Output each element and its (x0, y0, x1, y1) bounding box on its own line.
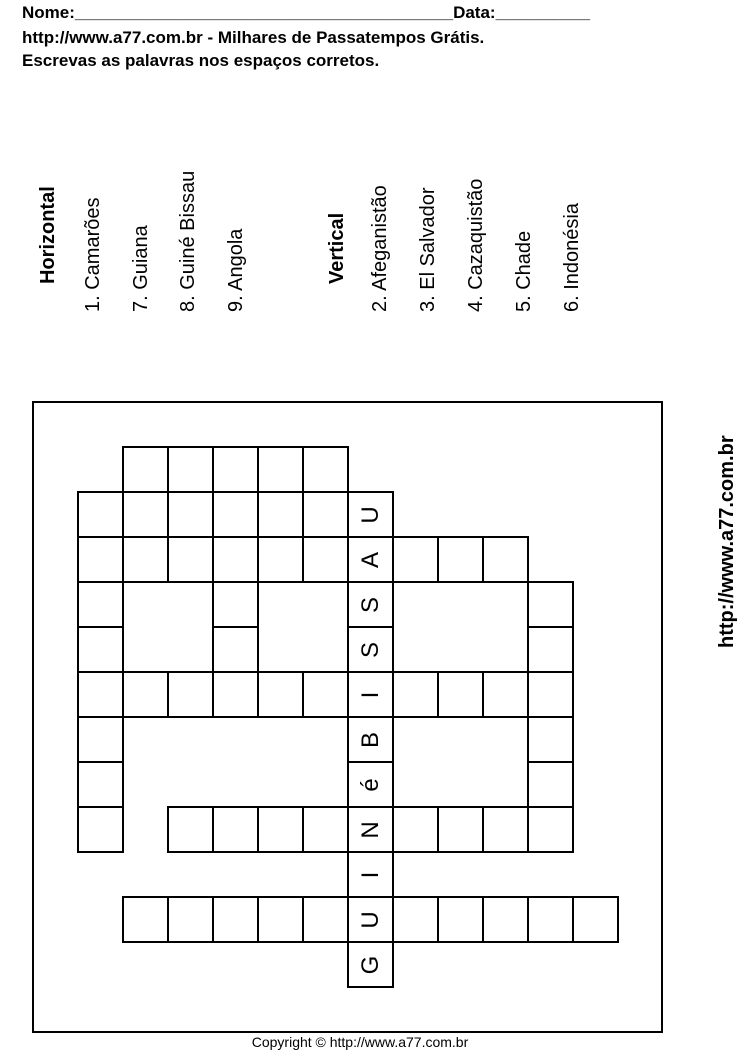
clue-vertical-5: 5. Chade (513, 230, 535, 312)
side-url: http://www.a77.com.br (716, 435, 738, 648)
grid-cell (167, 806, 214, 853)
grid-cell (167, 536, 214, 583)
clue-vertical-4: 4. Cazaquistão (465, 178, 487, 312)
grid-cell (527, 716, 574, 763)
grid-cell (212, 536, 259, 583)
grid-cell (482, 896, 529, 943)
filled-letter-cell (347, 851, 394, 898)
grid-cell (77, 806, 124, 853)
grid-cell (437, 896, 484, 943)
filled-letter-cell (347, 941, 394, 988)
filled-letter-cell (347, 806, 394, 853)
grid-cell (572, 896, 619, 943)
grid-cell (212, 581, 259, 628)
filled-letter-cell (347, 581, 394, 628)
grid-letter: S (356, 596, 384, 613)
grid-cell (527, 626, 574, 673)
grid-cell (77, 716, 124, 763)
grid-cell (482, 671, 529, 718)
vertical-title: Vertical (326, 212, 348, 284)
grid-letter: U (356, 910, 384, 929)
grid-cell (392, 536, 439, 583)
filled-letter-cell (347, 536, 394, 583)
grid-cell (482, 536, 529, 583)
grid-cell (527, 761, 574, 808)
grid-cell (212, 446, 259, 493)
clue-horizontal-8: 8. Guiné Bissau (177, 170, 199, 312)
grid-cell (302, 806, 349, 853)
grid-letter: B (356, 731, 384, 748)
filled-letter-cell (347, 716, 394, 763)
grid-cell (212, 626, 259, 673)
clue-horizontal-7: 7. Guiana (130, 225, 152, 312)
instructions-line: Escrevas as palavras nos espaços corretos. (22, 51, 380, 70)
grid-cell (257, 536, 304, 583)
grid-cell (77, 581, 124, 628)
grid-letter: I (356, 871, 384, 878)
grid-cell (302, 671, 349, 718)
grid-letter: U (356, 505, 384, 524)
grid-cell (527, 671, 574, 718)
grid-cell (77, 761, 124, 808)
grid-cell (77, 536, 124, 583)
filled-letter-cell (347, 896, 394, 943)
clue-horizontal-9: 9. Angola (225, 228, 247, 312)
grid-letter: G (356, 955, 384, 974)
site-url-line: http://www.a77.com.br - Milhares de Passatempos Grátis. (22, 28, 485, 47)
grid-cell (212, 896, 259, 943)
grid-cell (212, 491, 259, 538)
filled-letter-cell (347, 761, 394, 808)
grid-cell (212, 671, 259, 718)
grid-cell (257, 446, 304, 493)
grid-letter: é (356, 777, 384, 792)
grid-letter: I (356, 691, 384, 698)
grid-cell (392, 896, 439, 943)
grid-letter: N (356, 820, 384, 839)
grid-cell (437, 671, 484, 718)
grid-cell (257, 806, 304, 853)
filled-letter-cell (347, 491, 394, 538)
grid-cell (212, 806, 259, 853)
grid-cell (167, 446, 214, 493)
grid-letter: S (356, 641, 384, 658)
grid-cell (437, 806, 484, 853)
clue-horizontal-1: 1. Camarões (82, 197, 104, 312)
grid-cell (527, 581, 574, 628)
grid-cell (122, 536, 169, 583)
grid-cell (77, 671, 124, 718)
grid-cell (122, 671, 169, 718)
grid-cell (527, 806, 574, 853)
copyright: Copyright © http://www.a77.com.br (251, 1034, 469, 1050)
filled-letter-cell (347, 626, 394, 673)
grid-cell (257, 671, 304, 718)
grid-cell (392, 671, 439, 718)
filled-letter-cell (347, 671, 394, 718)
grid-cell (527, 896, 574, 943)
clue-vertical-2: 2. Afeganistão (369, 185, 391, 312)
grid-cell (167, 671, 214, 718)
name-date-line: Nome:________________________________________Data:__________ (22, 3, 591, 22)
grid-cell (302, 536, 349, 583)
grid-cell (437, 536, 484, 583)
grid-cell (392, 806, 439, 853)
horizontal-title: Horizontal (37, 186, 59, 284)
grid-cell (257, 896, 304, 943)
clue-vertical-3: 3. El Salvador (417, 187, 439, 312)
clue-vertical-6: 6. Indonésia (561, 203, 583, 312)
grid-cell (122, 491, 169, 538)
grid-cell (482, 806, 529, 853)
grid-cell (257, 491, 304, 538)
grid-cell (302, 446, 349, 493)
grid-cell (77, 626, 124, 673)
grid-cell (122, 896, 169, 943)
grid-cell (122, 446, 169, 493)
grid-cell (77, 491, 124, 538)
grid-cell (167, 896, 214, 943)
grid-cell (302, 896, 349, 943)
grid-letter: A (356, 551, 384, 568)
